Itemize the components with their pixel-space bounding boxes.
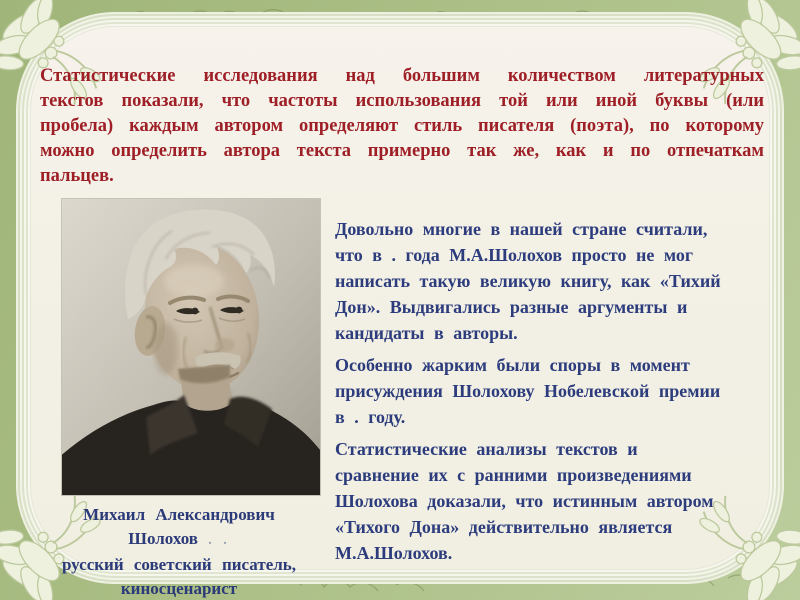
caption-role-line1: русский советский писатель, xyxy=(61,555,297,574)
body-line: в . году. xyxy=(335,407,406,427)
intro-line: текстов показали, что частоты использования той или иной буквы (или xyxy=(40,91,764,111)
body-line: написать такую великую книгу, как «Тихий xyxy=(335,271,721,291)
caption-name-line2 xyxy=(22,527,336,553)
body-line: Особенно жарким были споры в момент xyxy=(335,355,690,375)
caption-name-line1: Михаил Александрович xyxy=(83,505,275,524)
intro-line: пальцев. xyxy=(40,166,114,186)
body-line: сравнение их с ранними произведениями xyxy=(335,465,692,485)
caption-dates-hint: . . xyxy=(208,533,230,548)
body-line: Довольно многие в нашей стране считали, xyxy=(335,219,708,239)
intro-line: пробела) каждым автором определяют стиль писателя (поэта), по которому xyxy=(40,116,764,136)
paragraph-analysis xyxy=(335,436,769,566)
body-line: «Тихого Дона» действительно является xyxy=(335,517,673,537)
body-line: Дон». Выдвигались разные аргументы и xyxy=(335,297,688,317)
body-line: М.А.Шолохов. xyxy=(335,543,453,563)
body-line: Шолохова доказали, что истинным автором xyxy=(335,491,714,511)
body-text-column xyxy=(335,216,769,572)
sholokhov-portrait-image xyxy=(62,199,320,495)
paragraph-nobel xyxy=(335,352,769,430)
intro-line: Статистические исследования над большим количеством литературных xyxy=(40,66,764,86)
portrait-photo xyxy=(62,199,320,495)
caption-role-line2: киносценарист xyxy=(120,579,238,598)
body-line: что в . года М.А.Шолохов просто не мог xyxy=(335,245,694,265)
caption-surname: Шолохов xyxy=(128,529,198,548)
intro-text-block xyxy=(40,64,764,189)
paragraph-doubts xyxy=(335,216,769,346)
body-line: кандидаты в авторы. xyxy=(335,323,518,343)
body-line: присуждения Шолохову Нобелевской премии xyxy=(335,381,721,401)
body-line: Статистические анализы текстов и xyxy=(335,439,638,459)
intro-line: можно определить автора текста примерно так же, как и по отпечаткам xyxy=(40,141,764,161)
photo-caption xyxy=(22,503,336,600)
